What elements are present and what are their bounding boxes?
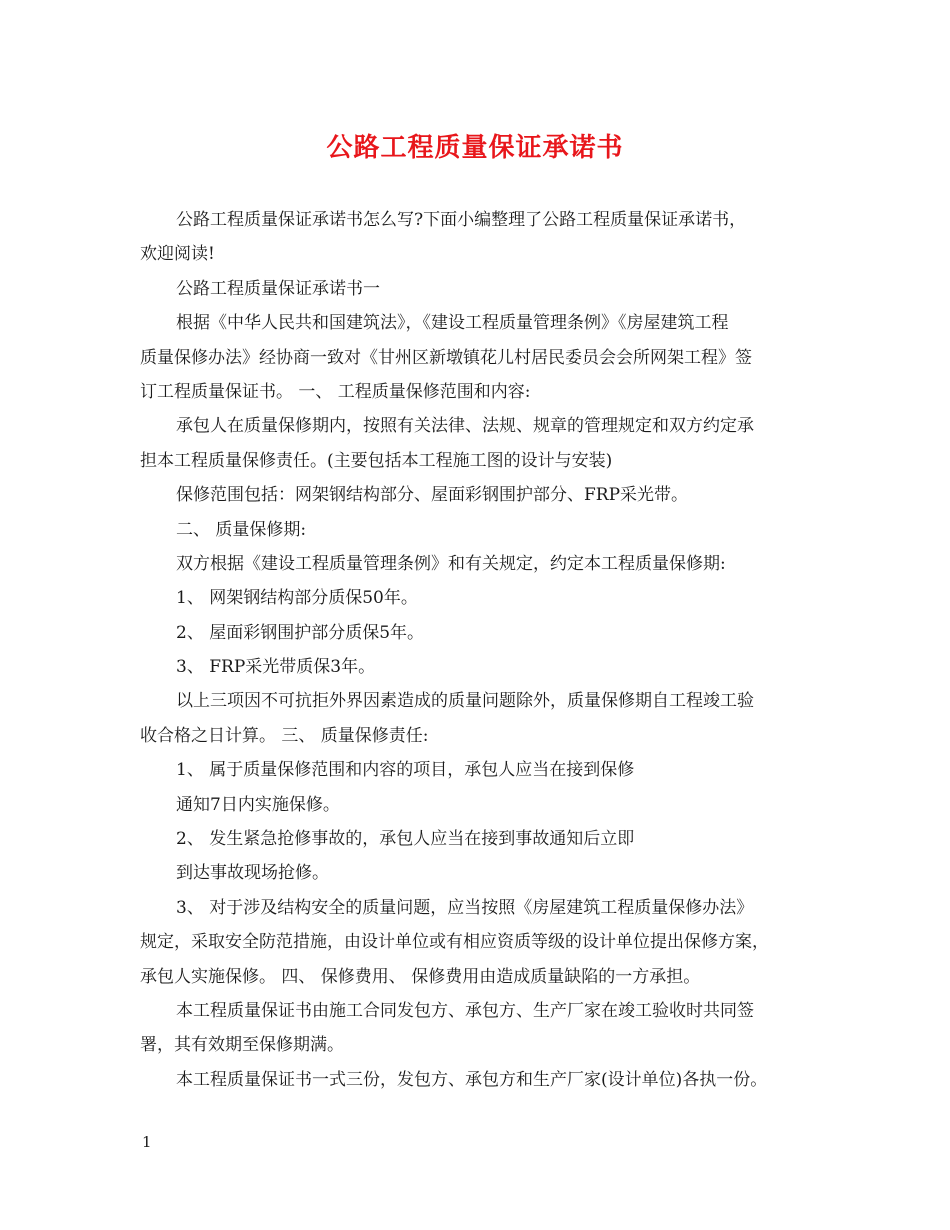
body-line: 承包人在质量保修期内，按照有关法律、法规、规章的管理规定和双方约定承: [176, 416, 754, 437]
list-item: 1、 属于质量保修范围和内容的项目，承包人应当在接到保修: [176, 760, 635, 781]
section-heading: 二、 质量保修期:: [176, 519, 307, 540]
body-line: 根据《中华人民共和国建筑法》，《建设工程质量管理条例》《房屋建筑工程: [176, 313, 729, 334]
body-line: 双方根据《建设工程质量管理条例》和有关规定，约定本工程质量保修期:: [176, 553, 726, 574]
section-heading: 公路工程质量保证承诺书一: [176, 278, 380, 299]
page-number: 1: [142, 1133, 152, 1151]
list-item: 1、 网架钢结构部分质保50年。: [176, 588, 418, 609]
list-item: 2、 发生紧急抢修事故的，承包人应当在接到事故通知后立即: [176, 829, 635, 850]
list-item: 通知7日内实施保修。: [176, 794, 340, 815]
body-line: 承包人实施保修。 四、 保修费用、 保修费用由造成质量缺陷的一方承担。: [140, 966, 701, 987]
body-line: 收合格之日计算。 三、 质量保修责任:: [140, 725, 429, 746]
document-body: [140, 203, 830, 1097]
body-line: 欢迎阅读!: [140, 244, 215, 265]
body-line: 订工程质量保证书。 一、 工程质量保修范围和内容:: [140, 381, 531, 402]
list-item: 3、 FRP采光带质保3年。: [176, 657, 376, 678]
list-item: 2、 屋面彩钢围护部分质保5年。: [176, 622, 425, 643]
body-line: 本工程质量保证书一式三份，发包方、承包方和生产厂家(设计单位)各执一份。: [176, 1069, 768, 1090]
document-title: 公路工程质量保证承诺书: [326, 133, 624, 163]
body-line: 规定，采取安全防范措施，由设计单位或有相应资质等级的设计单位提出保修方案，: [140, 932, 769, 953]
body-line: 本工程质量保证书由施工合同发包方、承包方、生产厂家在竣工验收时共同签: [176, 1000, 754, 1021]
list-item: 到达事故现场抢修。: [176, 863, 329, 884]
body-line: 以上三项因不可抗拒外界因素造成的质量问题除外，质量保修期自工程竣工验: [176, 691, 754, 712]
body-line: 署，其有效期至保修期满。: [140, 1035, 344, 1056]
body-line: 质量保修办法》经协商一致对《甘州区新墩镇花儿村居民委员会会所网架工程》签: [140, 347, 752, 368]
list-item: 3、 对于涉及结构安全的质量问题，应当按照《房屋建筑工程质量保修办法》: [176, 897, 754, 918]
body-line: 公路工程质量保证承诺书怎么写?下面小编整理了公路工程质量保证承诺书，: [176, 210, 747, 230]
body-line: 担本工程质量保修责任。(主要包括本工程施工图的设计与安装): [140, 450, 613, 471]
body-line: 保修范围包括：网架钢结构部分、屋面彩钢围护部分、FRP采光带。: [176, 485, 689, 506]
